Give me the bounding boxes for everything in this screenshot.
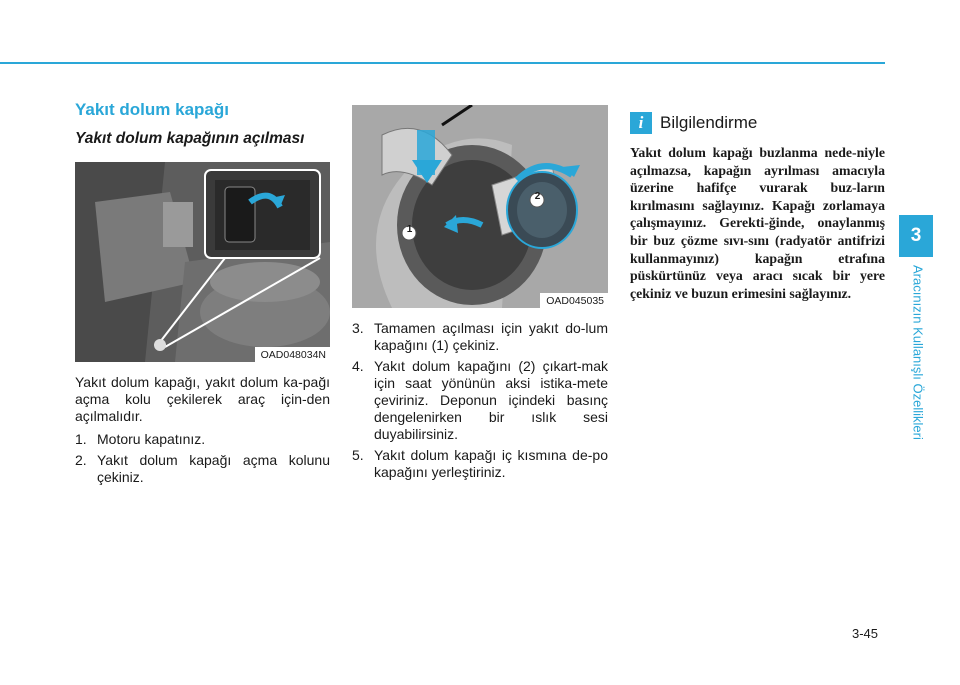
step-text: Motoru kapatınız. <box>97 431 206 447</box>
callout-2: 2 <box>534 191 541 202</box>
step-number: 4. <box>352 358 364 374</box>
chapter-title: Aracınızın Kullanışlı Özellikleri <box>910 265 926 440</box>
step-text: Yakıt dolum kapağını (2) çıkart-mak için saat yönünün aksi istika-mete çeviriniz. Deponun içindeki basınç dengelenirken bir ıslık sesi duyabilirsiniz. <box>374 358 608 442</box>
info-icon: i <box>630 112 652 134</box>
step-item <box>75 452 330 486</box>
step-item <box>352 320 608 354</box>
step-item <box>352 358 608 443</box>
step-item <box>75 431 330 448</box>
subsection-title: Yakıt dolum kapağının açılması <box>75 130 305 147</box>
step-number: 2. <box>75 452 87 468</box>
step-number: 1. <box>75 431 87 447</box>
top-rule <box>0 62 885 64</box>
step-number: 5. <box>352 447 364 463</box>
column-middle <box>352 105 608 485</box>
info-title: Bilgilendirme <box>660 113 758 132</box>
fuel-door-release-photo <box>75 162 330 362</box>
step-number: 3. <box>352 320 364 336</box>
step-text: Yakıt dolum kapağı açma kolunu çekiniz. <box>97 452 330 485</box>
callout-1: 1 <box>406 224 413 235</box>
step-text: Yakıt dolum kapağı iç kısmına de-po kapağını yerleştiriniz. <box>374 447 608 480</box>
fuel-cap-photo <box>352 105 608 308</box>
info-text: Yakıt dolum kapağı buzlanma nede-niyle açılmazsa, kapağın ayrılması amacıyla üzerine hafifçe vurarak buz-ların kırılmasını sağlayınız. Kapağı zorlamaya çalışmayınız. Gerekti-ğinde, onaylanmış bir buz çözme sıvı-sını (radyatör antifrizi kullanmayınız) kapağın etrafına püskürtünüz veya aracı sıcak bir yere çekiniz ve buzun erimesini sağlayınız. <box>630 145 885 301</box>
section-title: Yakıt dolum kapağı <box>75 100 229 119</box>
step-item <box>352 447 608 481</box>
steps-list-left <box>75 431 330 486</box>
fuel-cap-illustration <box>352 105 608 308</box>
intro-paragraph: Yakıt dolum kapağı, yakıt dolum ka-pağı açma kolu çekilerek araç için-den açılmalıdır. <box>75 374 330 424</box>
column-left <box>75 100 330 490</box>
photo-code: OAD045035 <box>540 293 608 308</box>
page-number: 3-45 <box>852 626 879 641</box>
chapter-number-tab: 3 <box>899 215 933 257</box>
photo-code: OAD048034N <box>255 347 330 362</box>
info-header <box>630 112 885 134</box>
chapter-title-vertical <box>904 265 932 455</box>
car-floor-illustration <box>75 162 330 362</box>
steps-list-middle <box>352 320 608 481</box>
column-right <box>630 104 885 302</box>
step-text: Tamamen açılması için yakıt do-lum kapağını (1) çekiniz. <box>374 320 608 353</box>
